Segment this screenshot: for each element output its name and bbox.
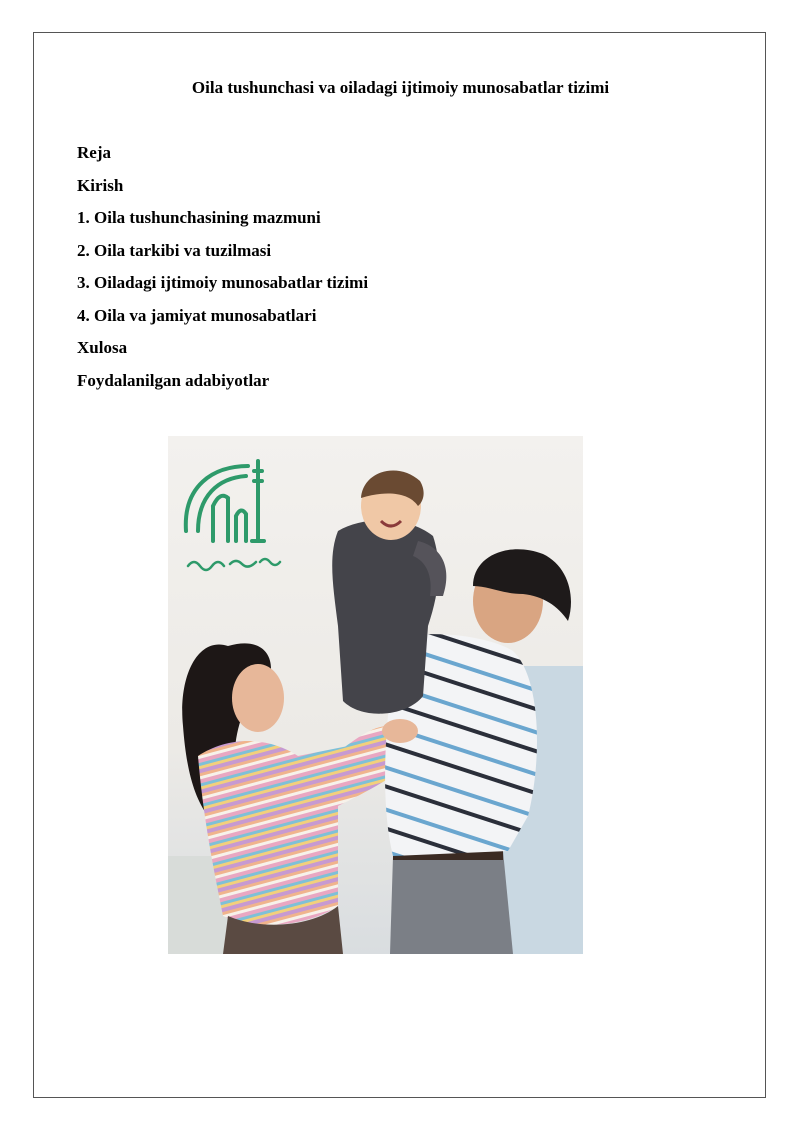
toc-item-2: 2. Oila tarkibi va tuzilmasi	[77, 240, 272, 260]
toc-item-conclusion: Xulosa	[77, 338, 128, 357]
toc-item-plan: Reja	[77, 143, 111, 162]
toc-item-references: Foydalanilgan adabiyotlar	[77, 370, 270, 390]
table-of-contents	[77, 142, 368, 402]
family-photo	[168, 436, 583, 954]
document-page	[33, 32, 766, 1098]
toc-item-4: 4. Oila va jamiyat munosabatlari	[77, 305, 317, 325]
toc-item-1: 1. Oila tushunchasining mazmuni	[77, 208, 321, 227]
document-title: Oila tushunchasi va oiladagi ijtimoiy munosabatlar tizimi	[191, 78, 610, 97]
toc-item-introduction: Kirish	[77, 175, 124, 195]
toc-item-3: 3. Oiladagi ijtimoiy munosabatlar tizimi	[77, 273, 369, 292]
